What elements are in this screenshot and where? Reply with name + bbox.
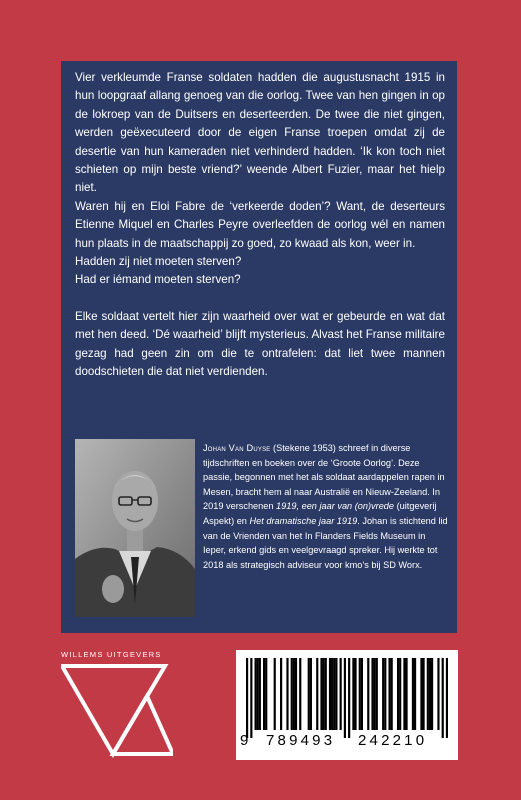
blurb-question-1: Hadden zij niet moeten sterven? [75, 255, 242, 269]
barcode-bar [429, 658, 431, 730]
barcode-digits [236, 732, 458, 752]
author-bio: Johan Van Duyse (Stekene 1953) schreef in diverse tijdschriften en boeken over de ‘Groote Oorlog’. Deze passie, begonnen met het als soldaat aardappelen rapen in Mesen, bracht hem al naar Australië en Nieuw-Zeeland. In 2019 verschenen 1919, een jaar van (on)vrede (uitgeverij Aspekt) en Het dramatische jaar 1919. Johan is stichtend lid van de Vrienden van het In Flanders Fields Museum in Ieper, erkend gids en veelgevraagd spreker. Hij werkte tot 2018 als strategisch adviseur voor kmo’s bij SD Worx. [203, 443, 448, 570]
barcode-bar [310, 658, 312, 730]
barcode-bar [340, 658, 342, 730]
barcode-bar [374, 658, 376, 730]
barcode-bar [359, 658, 361, 730]
barcode-bar [414, 658, 416, 730]
barcode-bar [367, 658, 369, 730]
barcode-group-2: 242210 [358, 732, 428, 749]
barcode-bar [331, 658, 333, 730]
barcode-bar [291, 658, 293, 730]
barcode-bar [422, 658, 424, 730]
barcode-bar [333, 658, 335, 730]
barcode-bar [376, 658, 378, 730]
blurb-paragraph-2: Waren hij en Eloi Fabre de ‘verkeerde doden’? Want, de deserteurs Etienne Miquel en Charles Peyre overleefden de oorlog wél en namen hun plaats in de maatschappij zo goed, zo kwaad als kon, weer in. [75, 199, 445, 250]
barcode-bar [442, 658, 444, 738]
barcode-bar [335, 658, 337, 730]
publisher-name: WILLEMS UITGEVERS [61, 650, 162, 659]
barcode-bar [446, 658, 448, 738]
barcode-bar [308, 658, 310, 730]
barcode-bar [431, 658, 433, 730]
barcode-bar [344, 658, 346, 738]
barcode-bar [293, 658, 295, 730]
barcode-bar [397, 658, 399, 730]
author-name: Johan Van Duyse [203, 443, 271, 453]
barcode-bar [299, 658, 301, 730]
blurb-paragraph-1: Vier verkleumde Franse soldaten hadden die augustusnacht 1915 in hun loopgraaf allang genoeg van die oorlog. Twee van hen gingen in op de lokroep van de Duitsers en deserteerden. De twee die niet gingen, werden geëxecuteerd door de eigen Franse troepen omdat zij de desertie van hun kameraden niet verhinderd hadden. ‘Ik kon toch niet schieten op mijn beste vriend?’ weende Albert Fuzier, maar het hielp niet. [75, 71, 445, 195]
barcode-bar [274, 658, 276, 730]
barcode-bar [320, 658, 322, 730]
barcode-bar [382, 658, 384, 730]
barcode-bar [259, 658, 261, 730]
book-title-1: 1919, een jaar van (on)vrede [276, 501, 395, 512]
barcode-bar [420, 658, 422, 730]
blurb-text [75, 69, 445, 382]
barcode-bar [246, 658, 248, 738]
barcode-bar [427, 658, 429, 730]
barcode-bar [399, 658, 401, 730]
barcode-bar [263, 658, 265, 730]
barcode-bar [323, 658, 325, 730]
barcode-bar [354, 658, 356, 730]
barcode-bar [280, 658, 282, 730]
barcode-bar [371, 658, 373, 730]
book-title-2: Het dramatische jaar 1919 [249, 515, 358, 526]
barcode-bar [265, 658, 267, 730]
barcode-bar [391, 658, 393, 730]
barcode-bar [388, 658, 390, 730]
barcode-bar [361, 658, 363, 730]
barcode-bar [412, 658, 414, 730]
barcode [236, 650, 458, 760]
author-photo [75, 439, 195, 617]
barcode-bar [405, 658, 407, 730]
barcode-bar [316, 658, 318, 730]
barcode-bar [325, 658, 327, 730]
barcode-bar [255, 658, 257, 730]
barcode-bars [246, 658, 448, 738]
barcode-bar [329, 658, 331, 730]
barcode-bar [384, 658, 386, 730]
barcode-digit-first: 9 [240, 732, 249, 749]
barcode-bar [286, 658, 288, 730]
barcode-bar [437, 658, 439, 730]
barcode-bar [250, 658, 252, 738]
back-cover-panel [61, 61, 457, 633]
barcode-bar [403, 658, 405, 730]
publisher-triangle-icon [61, 650, 173, 762]
blurb-paragraph-3: Elke soldaat vertelt hier zijn waarheid over wat er gebeurde en wat dat met hen deed. ‘Dé waarheid’ blijft mysterieus. Alvast het Franse militaire gezag had geen zin om die te ontrafelen: dat liet twee mannen doodschieten die dat niet verdienden. [75, 309, 445, 379]
barcode-bar [348, 658, 350, 738]
barcode-bar [352, 658, 354, 730]
barcode-group-1: 789493 [266, 732, 336, 749]
publisher-logo [61, 650, 173, 762]
barcode-bar [257, 658, 259, 730]
blurb-question-2: Had er iémand moeten sterven? [75, 273, 241, 287]
barcode-bar [295, 658, 297, 730]
